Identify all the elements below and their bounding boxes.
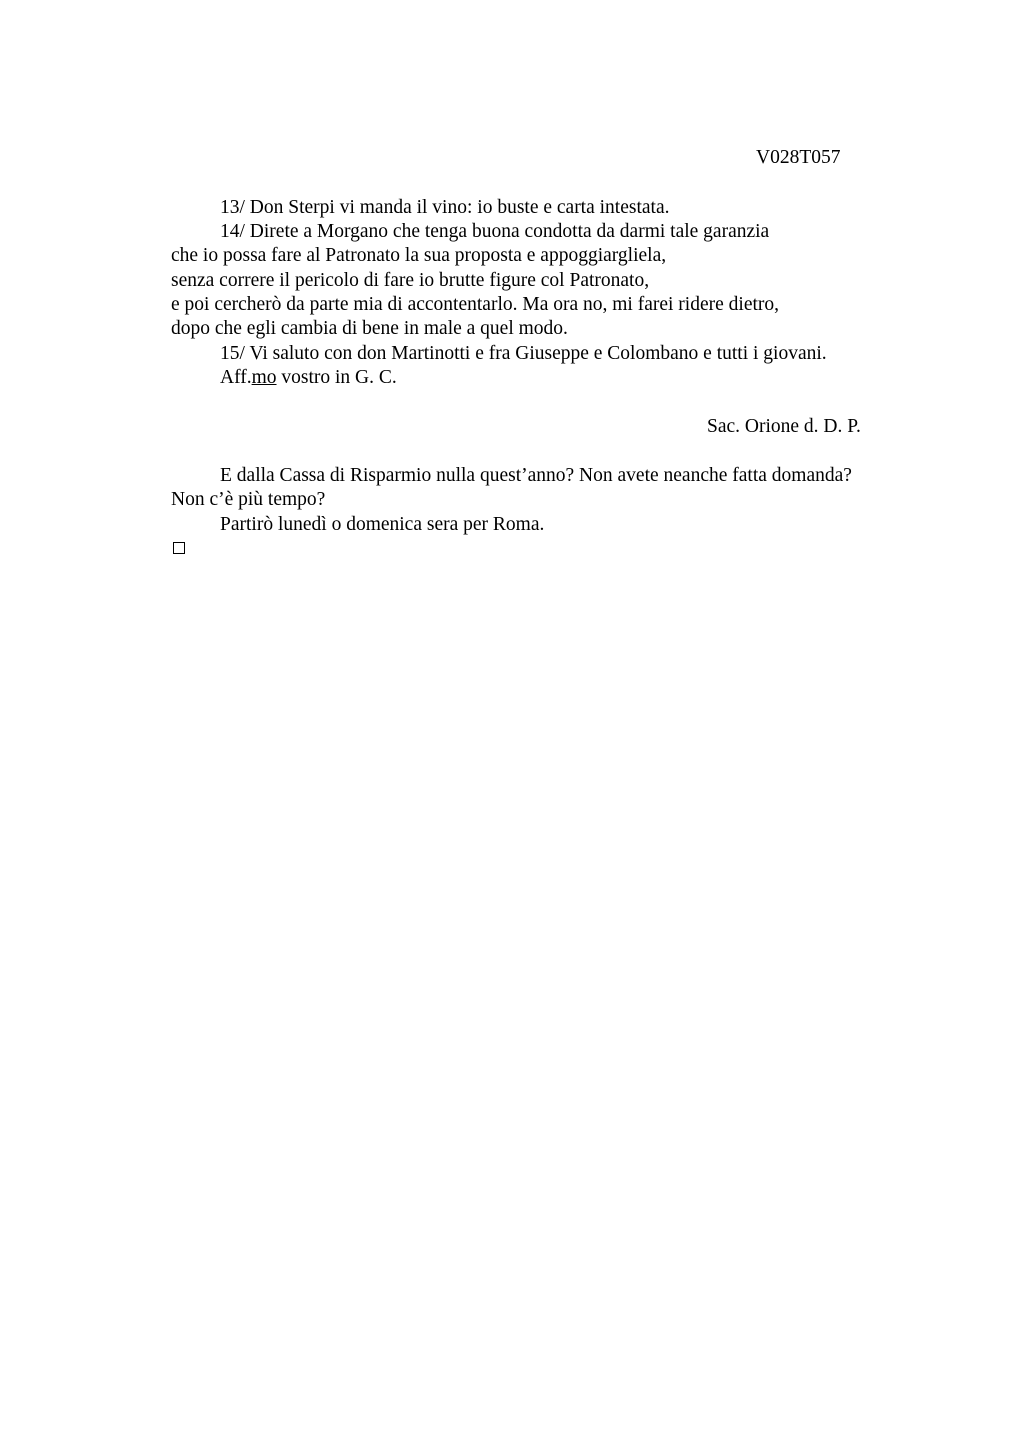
empty-square-icon	[173, 542, 185, 554]
closing-abbreviation: mo	[251, 367, 277, 388]
paragraph-14-line-1: 14/ Direte a Morgano che tenga buona condotta da darmi tale garanzia	[220, 221, 770, 242]
postscript-line-2: Non c’è più tempo?	[171, 489, 326, 510]
postscript-line-3: Partirò lunedì o domenica sera per Roma.	[220, 514, 545, 535]
closing-prefix: Aff.	[220, 367, 252, 388]
paragraph-15: 15/ Vi saluto con don Martinotti e fra Giuseppe e Colombano e tutti i giovani.	[220, 343, 827, 364]
paragraph-14-line-2: che io possa fare al Patronato la sua proposta e appoggiargliela,	[171, 245, 667, 266]
document-id: V028T057	[756, 147, 841, 168]
closing-suffix: vostro in G. C.	[276, 367, 397, 388]
paragraph-14-line-5: dopo che egli cambia di bene in male a quel modo.	[171, 318, 568, 339]
paragraph-14-line-4: e poi cercherò da parte mia di accontentarlo. Ma ora no, mi farei ridere dietro,	[171, 294, 780, 315]
closing-line	[220, 366, 397, 390]
postscript-line-1: E dalla Cassa di Risparmio nulla quest’anno? Non avete neanche fatta domanda?	[220, 465, 852, 486]
signature: Sac. Orione d. D. P.	[707, 416, 861, 437]
paragraph-13: 13/ Don Sterpi vi manda il vino: io buste e carta intestata.	[220, 197, 670, 218]
paragraph-14-line-3: senza correre il pericolo di fare io brutte figure col Patronato,	[171, 270, 650, 291]
